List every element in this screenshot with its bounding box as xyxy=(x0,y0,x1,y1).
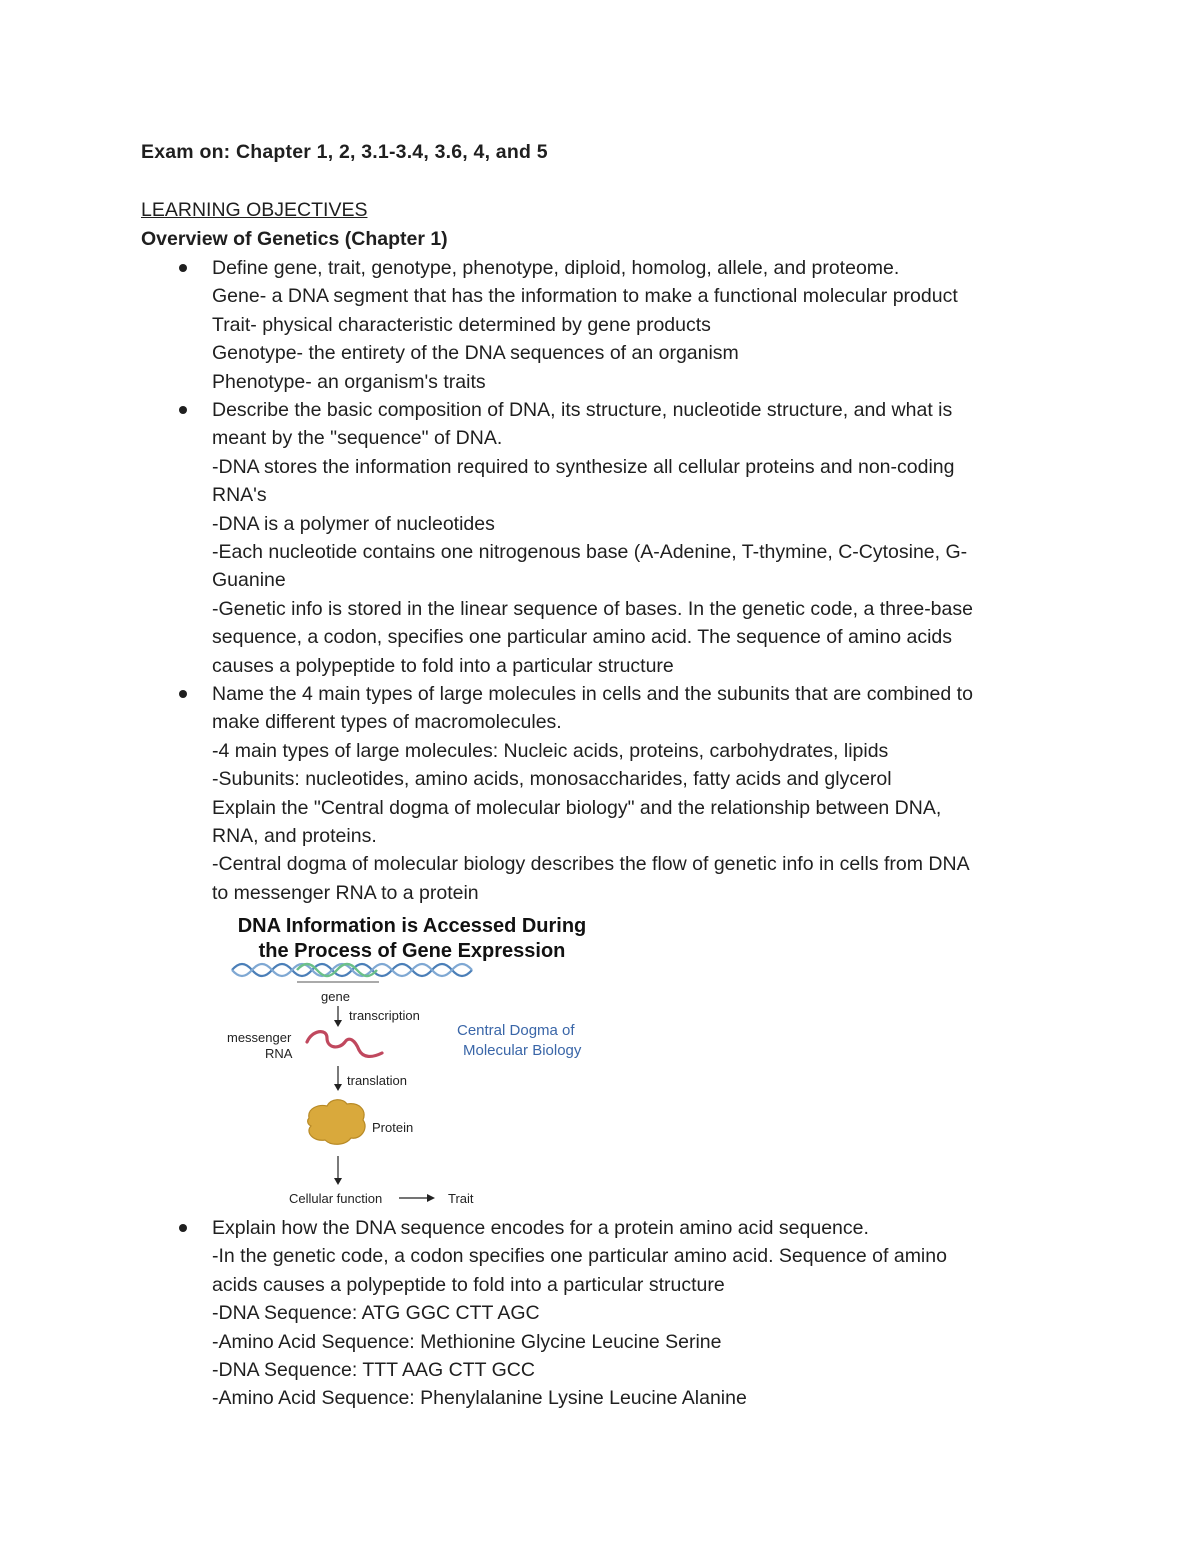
bullet-dot xyxy=(179,264,187,272)
text-line: Gene- a DNA segment that has the information to make a functional molecular product xyxy=(212,285,958,308)
text-line: sequence, a codon, specifies one particular amino acid. The sequence of amino acids xyxy=(212,626,953,649)
text-line: meant by the "sequence" of DNA. xyxy=(212,427,503,450)
bullet-4 xyxy=(212,1214,1072,1413)
dna-helix-icon xyxy=(232,964,472,982)
bullet-1 xyxy=(212,254,1072,396)
figure-title-line2: the Process of Gene Expression xyxy=(258,940,566,962)
mrna-squiggle-icon xyxy=(307,1032,382,1057)
text-line: Explain how the DNA sequence encodes for a protein amino acid sequence. xyxy=(212,1217,869,1239)
text-line: -Each nucleotide contains one nitrogenous base (A-Adenine, T-thymine, C-Cytosine, G- xyxy=(212,540,968,563)
text-line: -Amino Acid Sequence: Phenylalanine Lysine Leucine Alanine xyxy=(212,1387,747,1410)
text-line: -DNA is a polymer of nucleotides xyxy=(212,512,495,535)
label-cellular-function: Cellular function xyxy=(289,1191,383,1206)
text-line: to messenger RNA to a protein xyxy=(212,881,479,904)
learning-objectives-heading: LEARNING OBJECTIVES xyxy=(141,199,368,221)
text-line: -4 main types of large molecules: Nucleic acids, proteins, carbohydrates, lipids xyxy=(212,739,889,762)
text-line: -Amino Acid Sequence: Methionine Glycine Leucine Serine xyxy=(212,1330,722,1353)
label-central-dogma-line2: Molecular Biology xyxy=(463,1042,582,1059)
text-line: -In the genetic code, a codon specifies one particular amino acid. Sequence of amino xyxy=(212,1245,947,1268)
label-translation: translation xyxy=(347,1073,407,1088)
text-line: Trait- physical characteristic determined by gene products xyxy=(212,313,711,336)
label-rna: RNA xyxy=(265,1046,293,1061)
section-heading: Overview of Genetics (Chapter 1) xyxy=(141,228,448,250)
exam-title: Exam on: Chapter 1, 2, 3.1-3.4, 3.6, 4, and 5 xyxy=(141,141,548,163)
protein-blob-icon xyxy=(308,1100,365,1145)
bullet-3 xyxy=(212,680,1072,907)
text-line: Explain the "Central dogma of molecular biology" and the relationship between DNA, xyxy=(212,796,942,819)
bullet-dot xyxy=(179,406,187,414)
label-gene: gene xyxy=(321,989,350,1004)
text-line: acids causes a polypeptide to fold into a particular structure xyxy=(212,1273,725,1296)
text-line: RNA's xyxy=(212,484,267,507)
gene-expression-figure xyxy=(227,910,617,1210)
text-line: -Genetic info is stored in the linear sequence of bases. In the genetic code, a three-base xyxy=(212,597,973,620)
label-protein: Protein xyxy=(372,1120,414,1135)
text-line: -Subunits: nucleotides, amino acids, monosaccharides, fatty acids and glycerol xyxy=(212,768,892,791)
figure-title-line1: DNA Information is Accessed During xyxy=(237,915,587,937)
label-central-dogma-line1: Central Dogma of xyxy=(457,1022,575,1039)
text-line: Describe the basic composition of DNA, its structure, nucleotide structure, and what is xyxy=(212,399,953,421)
text-line: Phenotype- an organism's traits xyxy=(212,370,486,393)
text-line: make different types of macromolecules. xyxy=(212,711,562,734)
bullet-2 xyxy=(212,396,1072,680)
bullet-dot xyxy=(179,690,187,698)
label-messenger: messenger xyxy=(227,1030,292,1045)
text-line: RNA, and proteins. xyxy=(212,824,377,847)
text-line: Guanine xyxy=(212,569,286,592)
text-line: -Central dogma of molecular biology describes the flow of genetic info in cells from DNA xyxy=(212,853,970,876)
text-line: Name the 4 main types of large molecules in cells and the subunits that are combined to xyxy=(212,683,973,705)
label-trait: Trait xyxy=(448,1191,474,1206)
text-line: -DNA stores the information required to synthesize all cellular proteins and non-coding xyxy=(212,455,955,478)
label-transcription: transcription xyxy=(349,1008,420,1023)
text-line: causes a polypeptide to fold into a particular structure xyxy=(212,654,674,677)
text-line: Define gene, trait, genotype, phenotype, diploid, homolog, allele, and proteome. xyxy=(212,257,900,279)
bullet-dot xyxy=(179,1224,187,1232)
text-line: Genotype- the entirety of the DNA sequences of an organism xyxy=(212,342,739,365)
text-line: -DNA Sequence: TTT AAG CTT GCC xyxy=(212,1358,535,1381)
text-line: -DNA Sequence: ATG GGC CTT AGC xyxy=(212,1302,540,1325)
